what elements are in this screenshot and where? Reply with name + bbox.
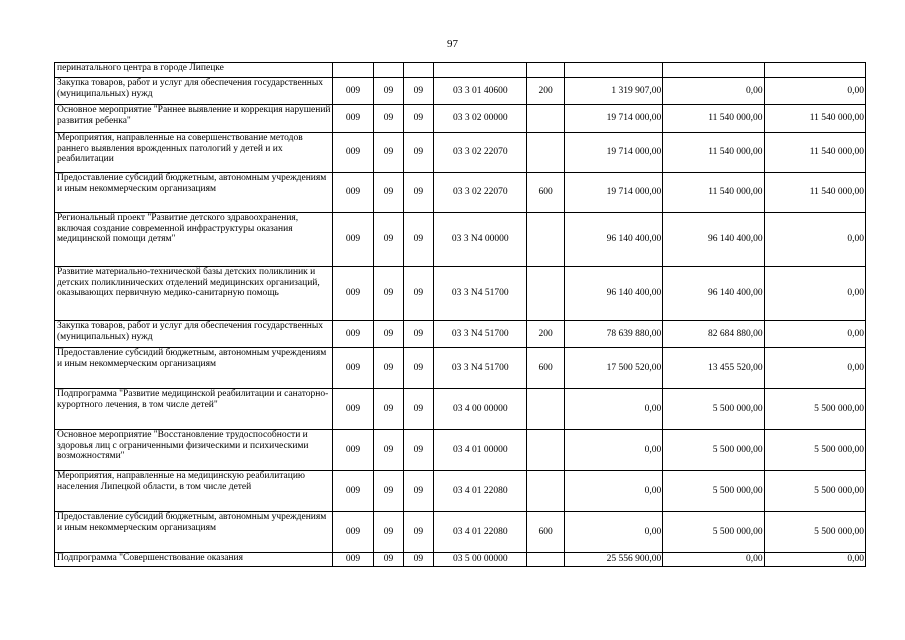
cell-expense-type: 200	[527, 78, 565, 105]
cell-target-article	[434, 63, 527, 78]
cell-amount-year3: 5 500 000,00	[764, 389, 865, 430]
cell-amount-year2: 11 540 000,00	[663, 173, 764, 213]
cell-admin-code: 009	[332, 133, 374, 173]
cell-amount-year3: 0,00	[764, 213, 865, 267]
cell-section: 09	[374, 348, 403, 389]
cell-target-article: 03 4 00 00000	[434, 389, 527, 430]
cell-subsection: 09	[403, 348, 433, 389]
cell-amount-year1: 78 639 880,00	[564, 321, 662, 348]
cell-amount-year2: 5 500 000,00	[663, 389, 764, 430]
cell-section: 09	[374, 213, 403, 267]
cell-section: 09	[374, 430, 403, 471]
cell-expense-type	[527, 133, 565, 173]
cell-amount-year1: 0,00	[564, 389, 662, 430]
cell-target-article: 03 4 01 22080	[434, 471, 527, 512]
cell-admin-code: 009	[332, 78, 374, 105]
cell-subsection: 09	[403, 389, 433, 430]
cell-subsection: 09	[403, 173, 433, 213]
cell-amount-year3: 5 500 000,00	[764, 471, 865, 512]
cell-amount-year1: 25 556 900,00	[564, 553, 662, 567]
cell-description: Предоставление субсидий бюджетным, автономным учреждениям и иным некоммерческим организациям	[55, 348, 333, 389]
cell-subsection: 09	[403, 213, 433, 267]
cell-amount-year3: 0,00	[764, 78, 865, 105]
cell-section: 09	[374, 133, 403, 173]
cell-subsection: 09	[403, 321, 433, 348]
cell-amount-year2: 82 684 880,00	[663, 321, 764, 348]
cell-amount-year3: 5 500 000,00	[764, 430, 865, 471]
cell-description: Предоставление субсидий бюджетным, автономным учреждениям и иным некоммерческим организациям	[55, 173, 333, 213]
cell-expense-type	[527, 105, 565, 133]
cell-admin-code: 009	[332, 105, 374, 133]
page-number: 97	[447, 38, 458, 50]
cell-admin-code: 009	[332, 512, 374, 553]
table-row	[55, 321, 866, 348]
cell-expense-type: 600	[527, 173, 565, 213]
cell-admin-code: 009	[332, 471, 374, 512]
cell-target-article: 03 3 02 22070	[434, 133, 527, 173]
cell-admin-code: 009	[332, 553, 374, 567]
cell-description: Подпрограмма "Совершенствование оказания	[55, 553, 333, 567]
cell-amount-year2	[663, 63, 764, 78]
cell-amount-year3	[764, 63, 865, 78]
cell-amount-year3: 11 540 000,00	[764, 173, 865, 213]
cell-section: 09	[374, 321, 403, 348]
cell-amount-year1: 19 714 000,00	[564, 133, 662, 173]
cell-subsection: 09	[403, 430, 433, 471]
cell-description: Закупка товаров, работ и услуг для обеспечения государственных (муниципальных) нужд	[55, 78, 333, 105]
cell-amount-year2: 0,00	[663, 553, 764, 567]
cell-target-article: 03 3 N4 51700	[434, 267, 527, 321]
cell-subsection: 09	[403, 105, 433, 133]
cell-admin-code: 009	[332, 430, 374, 471]
cell-admin-code: 009	[332, 348, 374, 389]
cell-description: Подпрограмма "Развитие медицинской реабилитации и санаторно-курортного лечения, в том числе детей"	[55, 389, 333, 430]
cell-target-article: 03 4 01 22080	[434, 512, 527, 553]
cell-target-article: 03 3 02 00000	[434, 105, 527, 133]
table-row	[55, 78, 866, 105]
cell-section: 09	[374, 78, 403, 105]
cell-amount-year1: 0,00	[564, 471, 662, 512]
table-row	[55, 348, 866, 389]
cell-amount-year3: 11 540 000,00	[764, 133, 865, 173]
cell-amount-year1: 1 319 907,00	[564, 78, 662, 105]
cell-amount-year1: 0,00	[564, 512, 662, 553]
cell-description: Закупка товаров, работ и услуг для обеспечения государственных (муниципальных) нужд	[55, 321, 333, 348]
cell-subsection	[403, 63, 433, 78]
cell-admin-code: 009	[332, 173, 374, 213]
cell-expense-type	[527, 471, 565, 512]
cell-amount-year2: 5 500 000,00	[663, 471, 764, 512]
cell-description: перинатального центра в городе Липецке	[55, 63, 333, 78]
cell-target-article: 03 4 01 00000	[434, 430, 527, 471]
cell-expense-type: 200	[527, 321, 565, 348]
cell-description: Предоставление субсидий бюджетным, автономным учреждениям и иным некоммерческим организациям	[55, 512, 333, 553]
table-row	[55, 267, 866, 321]
cell-expense-type	[527, 63, 565, 78]
cell-expense-type	[527, 267, 565, 321]
cell-target-article: 03 3 01 40600	[434, 78, 527, 105]
cell-admin-code	[332, 63, 374, 78]
cell-section: 09	[374, 512, 403, 553]
cell-amount-year1: 96 140 400,00	[564, 213, 662, 267]
cell-amount-year1: 0,00	[564, 430, 662, 471]
cell-expense-type: 600	[527, 348, 565, 389]
cell-description: Мероприятия, направленные на совершенствование методов раннего выявления врожденных патологий у детей и их реабилитации	[55, 133, 333, 173]
cell-amount-year3: 11 540 000,00	[764, 105, 865, 133]
cell-target-article: 03 3 02 22070	[434, 173, 527, 213]
cell-amount-year2: 11 540 000,00	[663, 105, 764, 133]
table-row	[55, 213, 866, 267]
cell-description: Основное мероприятие "Восстановление трудоспособности и здоровья лиц с ограниченными физическими и психическими возможностями"	[55, 430, 333, 471]
table-row	[55, 512, 866, 553]
table-row	[55, 173, 866, 213]
cell-target-article: 03 3 N4 00000	[434, 213, 527, 267]
cell-amount-year2: 96 140 400,00	[663, 213, 764, 267]
table-row	[55, 553, 866, 567]
cell-admin-code: 009	[332, 213, 374, 267]
cell-section	[374, 63, 403, 78]
table-row	[55, 63, 866, 78]
cell-amount-year1: 17 500 520,00	[564, 348, 662, 389]
cell-expense-type	[527, 389, 565, 430]
cell-amount-year3: 0,00	[764, 321, 865, 348]
cell-expense-type	[527, 553, 565, 567]
cell-amount-year2: 13 455 520,00	[663, 348, 764, 389]
cell-amount-year2: 11 540 000,00	[663, 133, 764, 173]
cell-section: 09	[374, 105, 403, 133]
cell-admin-code: 009	[332, 389, 374, 430]
table-body	[55, 63, 866, 567]
cell-description: Региональный проект "Развитие детского здравоохранения, включая создание современной инфраструктуры оказания медицинской помощи детям"	[55, 213, 333, 267]
cell-section: 09	[374, 173, 403, 213]
table-row	[55, 430, 866, 471]
cell-amount-year2: 0,00	[663, 78, 764, 105]
cell-admin-code: 009	[332, 321, 374, 348]
cell-amount-year3: 0,00	[764, 267, 865, 321]
cell-subsection: 09	[403, 471, 433, 512]
cell-amount-year3: 5 500 000,00	[764, 512, 865, 553]
table-row	[55, 389, 866, 430]
cell-expense-type	[527, 213, 565, 267]
cell-amount-year1: 96 140 400,00	[564, 267, 662, 321]
cell-section: 09	[374, 471, 403, 512]
cell-amount-year1: 19 714 000,00	[564, 105, 662, 133]
cell-description: Мероприятия, направленные на медицинскую реабилитацию населения Липецкой области, в том числе детей	[55, 471, 333, 512]
cell-target-article: 03 3 N4 51700	[434, 321, 527, 348]
cell-amount-year2: 5 500 000,00	[663, 512, 764, 553]
cell-expense-type	[527, 430, 565, 471]
cell-section: 09	[374, 267, 403, 321]
cell-amount-year2: 96 140 400,00	[663, 267, 764, 321]
cell-target-article: 03 3 N4 51700	[434, 348, 527, 389]
cell-amount-year3: 0,00	[764, 553, 865, 567]
cell-amount-year1	[564, 63, 662, 78]
cell-subsection: 09	[403, 133, 433, 173]
cell-subsection: 09	[403, 553, 433, 567]
cell-amount-year1: 19 714 000,00	[564, 173, 662, 213]
cell-amount-year3: 0,00	[764, 348, 865, 389]
cell-subsection: 09	[403, 267, 433, 321]
cell-target-article: 03 5 00 00000	[434, 553, 527, 567]
table-row	[55, 105, 866, 133]
budget-table	[54, 62, 866, 567]
cell-section: 09	[374, 553, 403, 567]
cell-admin-code: 009	[332, 267, 374, 321]
cell-subsection: 09	[403, 78, 433, 105]
cell-expense-type: 600	[527, 512, 565, 553]
cell-amount-year2: 5 500 000,00	[663, 430, 764, 471]
cell-section: 09	[374, 389, 403, 430]
cell-description: Развитие материально-технической базы детских поликлиник и детских поликлинических отделений медицинских организаций, оказывающих первичную медико-санитарную помощь	[55, 267, 333, 321]
table-row	[55, 133, 866, 173]
cell-subsection: 09	[403, 512, 433, 553]
table-row	[55, 471, 866, 512]
cell-description: Основное мероприятие "Раннее выявление и коррекция нарушений развития ребенка"	[55, 105, 333, 133]
